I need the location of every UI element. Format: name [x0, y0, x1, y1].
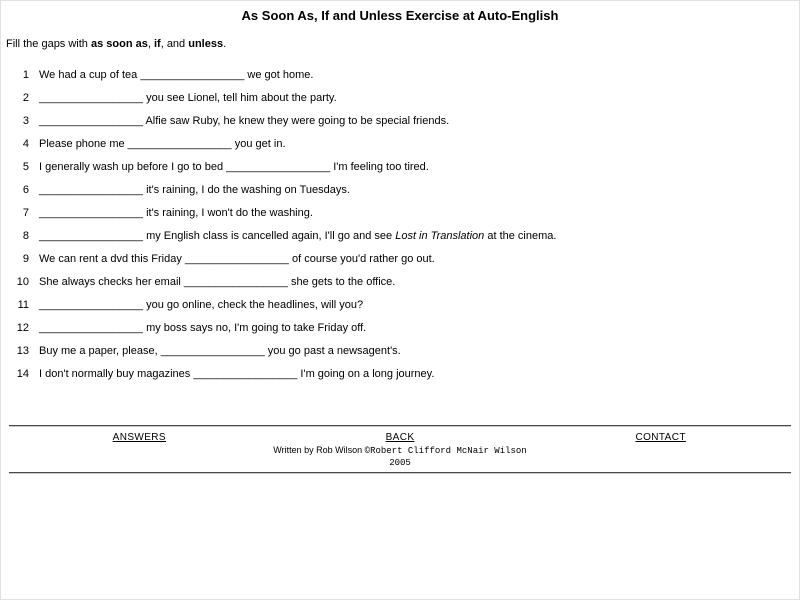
instruction-option-if: if	[153, 38, 161, 50]
page-title: As Soon As, If and Unless Exercise at Auto-English	[241, 8, 559, 23]
instruction-sep2: , and	[160, 38, 189, 50]
instruction-sep1: ,	[147, 38, 154, 50]
horizontal-rule-bottom	[9, 472, 791, 474]
exercise-item	[1, 184, 799, 197]
exercise-item	[1, 207, 799, 220]
blank-field: _________________	[39, 322, 144, 334]
footer-col-answers	[9, 431, 270, 469]
item-text	[39, 115, 449, 128]
item-number: 14	[16, 368, 29, 380]
item-pre-text: Buy me a paper, please,	[39, 345, 161, 357]
blank-field: _________________	[160, 345, 265, 357]
answers-link[interactable]: ANSWERS	[112, 432, 167, 443]
item-text	[39, 69, 313, 82]
blank-field: _________________	[39, 299, 144, 311]
item-text	[39, 138, 286, 151]
blank-field: _________________	[39, 115, 144, 127]
item-pre-text: We can rent a dvd this Friday	[39, 253, 185, 265]
item-post-text: I'm feeling too tired.	[330, 161, 429, 173]
exercise-item	[1, 322, 799, 335]
item-number: 9	[22, 253, 29, 265]
contact-link[interactable]: CONTACT	[635, 432, 686, 443]
item-number: 10	[16, 276, 29, 288]
footer-col-back	[270, 431, 531, 469]
item-post-text: she gets to the office.	[287, 276, 396, 288]
item-pre-text: We had a cup of tea	[39, 69, 141, 81]
written-by-text: Written by Rob Wilson	[273, 445, 365, 455]
back-link[interactable]: BACK	[385, 432, 415, 443]
item-post-text: Alfie saw Ruby, he knew they were going to be special friends.	[143, 115, 450, 127]
footer-col-contact	[530, 431, 791, 469]
item-pre-text: I don't normally buy magazines	[39, 368, 194, 380]
copyright-text: ©Robert Clifford McNair Wilson 2005	[364, 446, 527, 468]
exercise-item	[1, 253, 799, 266]
item-text	[39, 368, 434, 381]
blank-field: _________________	[184, 253, 289, 265]
item-text	[39, 253, 435, 266]
item-number: 13	[16, 345, 29, 357]
item-text	[39, 161, 429, 174]
blank-field: _________________	[127, 138, 232, 150]
item-text	[39, 345, 401, 358]
exercise-item	[1, 115, 799, 128]
item-pre-text: I generally wash up before I go to bed	[39, 161, 227, 173]
item-post-text: I'm going on a long journey.	[297, 368, 435, 380]
exercise-item	[1, 345, 799, 358]
item-post-text: you see Lionel, tell him about the party.	[143, 92, 337, 104]
item-number: 11	[17, 299, 29, 311]
exercise-item	[1, 299, 799, 312]
item-post-text: you go past a newsagent's.	[264, 345, 401, 357]
item-post-text: we got home.	[244, 69, 314, 81]
item-post-text: my English class is cancelled again, I'll go and see	[143, 230, 396, 242]
exercise-item	[1, 230, 799, 243]
item-text	[39, 92, 337, 105]
item-post-text: it's raining, I do the washing on Tuesdays.	[143, 184, 350, 196]
item-number: 7	[22, 207, 29, 219]
instruction-option-unless: unless	[188, 38, 224, 50]
exercise-item	[1, 368, 799, 381]
item-text	[39, 322, 366, 335]
item-number: 12	[16, 322, 29, 334]
item-number: 2	[22, 92, 29, 104]
item-post-text: it's raining, I won't do the washing.	[143, 207, 313, 219]
item-text	[39, 299, 363, 312]
item-number: 5	[22, 161, 29, 173]
item-text	[39, 207, 313, 220]
item-post-text: you go online, check the headlines, will you?	[143, 299, 364, 311]
footer-links-row	[9, 427, 791, 472]
item-post2-text: at the cinema.	[484, 230, 557, 242]
instruction	[6, 38, 799, 51]
item-text	[39, 230, 556, 243]
exercise-list	[1, 69, 799, 381]
item-number: 8	[22, 230, 29, 242]
credit-line	[270, 445, 531, 469]
blank-field: _________________	[39, 207, 144, 219]
blank-field: _________________	[226, 161, 331, 173]
item-post-text: my boss says no, I'm going to take Friday off.	[143, 322, 367, 334]
instruction-suffix: .	[223, 38, 227, 50]
blank-field: _________________	[193, 368, 298, 380]
item-post-text: of course you'd rather go out.	[288, 253, 435, 265]
exercise-item	[1, 69, 799, 82]
item-number: 1	[22, 69, 29, 81]
exercise-item	[1, 161, 799, 174]
item-pre-text: She always checks her email	[39, 276, 184, 288]
blank-field: _________________	[39, 230, 144, 242]
exercise-item	[1, 138, 799, 151]
blank-field: _________________	[39, 184, 144, 196]
item-post-text: you get in.	[231, 138, 286, 150]
item-number: 4	[22, 138, 29, 150]
item-number: 6	[22, 184, 29, 196]
item-pre-text: Please phone me	[39, 138, 128, 150]
instruction-prefix: Fill the gaps with	[6, 38, 91, 50]
item-number: 3	[22, 115, 29, 127]
blank-field: _________________	[39, 92, 144, 104]
item-text	[39, 184, 350, 197]
blank-field: _________________	[183, 276, 288, 288]
instruction-option-as-soon-as: as soon as	[90, 38, 148, 50]
movie-title-italic: Lost in Translation	[395, 230, 485, 242]
item-text	[39, 276, 395, 289]
blank-field: _________________	[140, 69, 245, 81]
page-footer	[9, 425, 791, 474]
exercise-item	[1, 276, 799, 289]
exercise-item	[1, 92, 799, 105]
